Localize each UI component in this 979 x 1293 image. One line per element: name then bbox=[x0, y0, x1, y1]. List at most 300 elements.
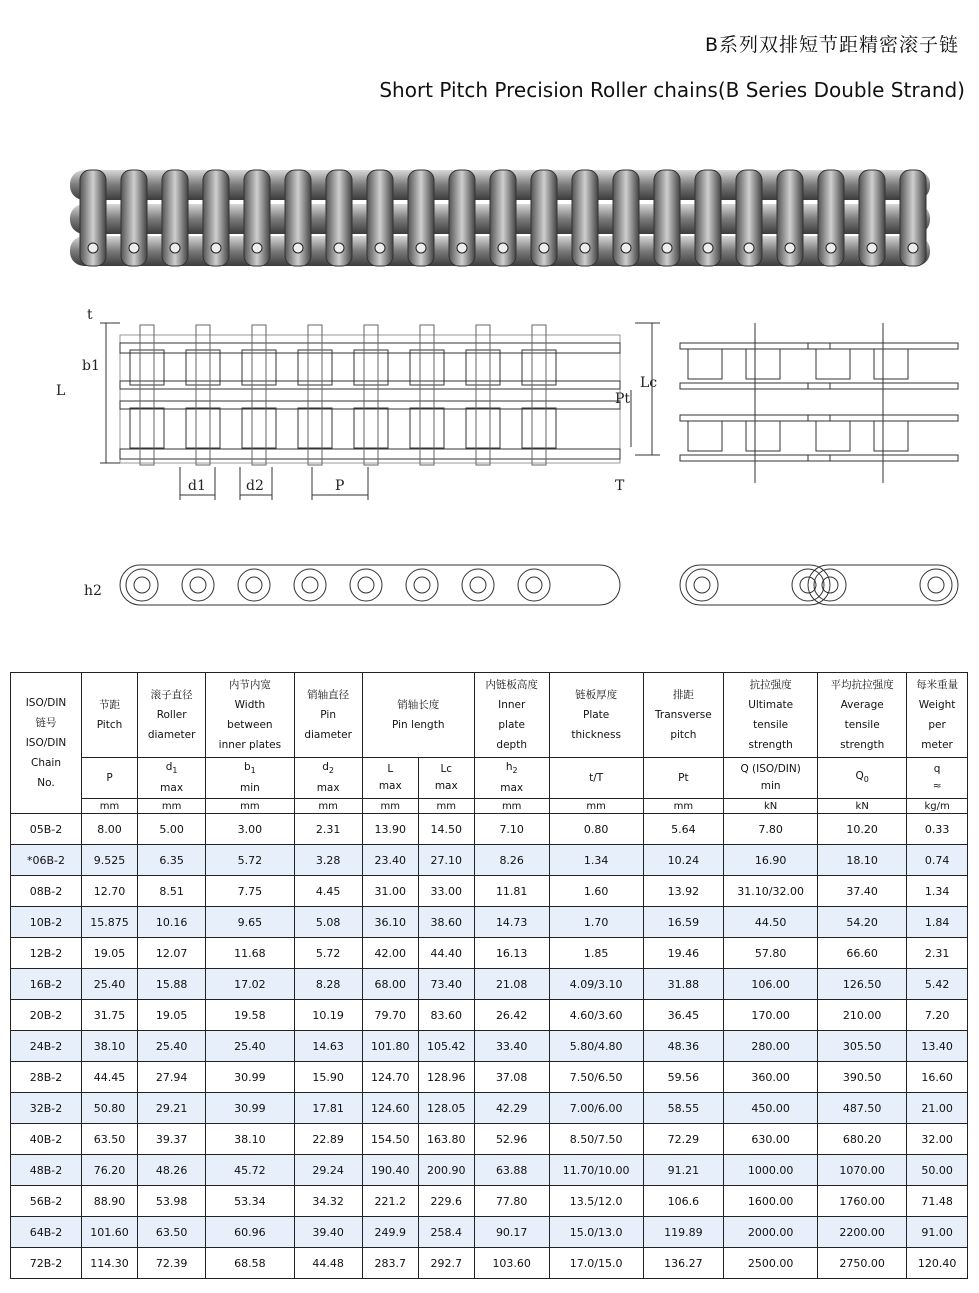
value-cell: 4.45 bbox=[294, 876, 362, 907]
chain-number-cell: 10B-2 bbox=[11, 907, 82, 938]
symbol-note: max bbox=[378, 780, 402, 792]
header-line: Weight bbox=[918, 699, 956, 711]
value-cell: 1.84 bbox=[907, 907, 968, 938]
title-english: Short Pitch Precision Roller chains(B Series Double Strand) bbox=[379, 78, 965, 102]
value-cell: 22.89 bbox=[294, 1124, 362, 1155]
value-cell: 45.72 bbox=[206, 1155, 294, 1186]
label-d1: d1 bbox=[188, 478, 206, 494]
value-cell: 200.90 bbox=[418, 1155, 474, 1186]
value-cell: 53.98 bbox=[137, 1186, 205, 1217]
unit-cell: mm bbox=[137, 799, 205, 814]
symbol: P bbox=[106, 771, 113, 784]
value-cell: 76.20 bbox=[82, 1155, 138, 1186]
value-cell: 83.60 bbox=[418, 1000, 474, 1031]
symbol-cell bbox=[362, 758, 418, 799]
value-cell: 1.85 bbox=[549, 938, 643, 969]
symbol-cell bbox=[818, 758, 907, 799]
value-cell: 17.81 bbox=[294, 1093, 362, 1124]
value-cell: 32.00 bbox=[907, 1124, 968, 1155]
value-cell: 10.19 bbox=[294, 1000, 362, 1031]
label-Pt: Pt bbox=[615, 391, 631, 407]
symbol: b bbox=[244, 761, 251, 774]
value-cell: 57.80 bbox=[724, 938, 818, 969]
value-cell: 34.32 bbox=[294, 1186, 362, 1217]
unit-cell: kN bbox=[818, 799, 907, 814]
unit-cell: mm bbox=[643, 799, 724, 814]
chain-number-cell: 24B-2 bbox=[11, 1031, 82, 1062]
value-cell: 4.09/3.10 bbox=[549, 969, 643, 1000]
value-cell: 30.99 bbox=[206, 1062, 294, 1093]
chain-number-cell: 05B-2 bbox=[11, 814, 82, 845]
table-row bbox=[11, 876, 968, 907]
value-cell: 190.40 bbox=[362, 1155, 418, 1186]
header-cell bbox=[643, 673, 724, 758]
value-cell: 27.94 bbox=[137, 1062, 205, 1093]
value-cell: 68.58 bbox=[206, 1248, 294, 1279]
value-cell: 13.40 bbox=[907, 1031, 968, 1062]
value-cell: 11.68 bbox=[206, 938, 294, 969]
value-cell: 305.50 bbox=[818, 1031, 907, 1062]
value-cell: 103.60 bbox=[474, 1248, 549, 1279]
value-cell: 5.42 bbox=[907, 969, 968, 1000]
value-cell: 8.00 bbox=[82, 814, 138, 845]
header-line: Roller bbox=[156, 709, 187, 721]
header-line: Average bbox=[840, 699, 884, 711]
value-cell: 1.70 bbox=[549, 907, 643, 938]
value-cell: 2.31 bbox=[907, 938, 968, 969]
value-cell: 163.80 bbox=[418, 1124, 474, 1155]
header-line: Ultimate bbox=[748, 699, 794, 711]
chain-number-cell: 08B-2 bbox=[11, 876, 82, 907]
value-cell: 19.05 bbox=[137, 1000, 205, 1031]
value-cell: 42.00 bbox=[362, 938, 418, 969]
value-cell: 10.16 bbox=[137, 907, 205, 938]
value-cell: 16.13 bbox=[474, 938, 549, 969]
value-cell: 7.50/6.50 bbox=[549, 1062, 643, 1093]
value-cell: 31.00 bbox=[362, 876, 418, 907]
value-cell: 1.60 bbox=[549, 876, 643, 907]
value-cell: 50.00 bbox=[907, 1155, 968, 1186]
value-cell: 88.90 bbox=[82, 1186, 138, 1217]
title-chinese: B系列双排短节距精密滚子链 bbox=[704, 34, 959, 56]
header-line: thickness bbox=[571, 729, 621, 741]
value-cell: 3.28 bbox=[294, 845, 362, 876]
value-cell: 60.96 bbox=[206, 1217, 294, 1248]
unit-cell: mm bbox=[82, 799, 138, 814]
symbol-subscript: 2 bbox=[328, 766, 335, 776]
symbol-note: max bbox=[500, 781, 524, 794]
header-line: Inner bbox=[498, 699, 526, 711]
value-cell: 50.80 bbox=[82, 1093, 138, 1124]
chain-number-cell: 48B-2 bbox=[11, 1155, 82, 1186]
value-cell: 23.40 bbox=[362, 845, 418, 876]
chain-photo bbox=[70, 162, 940, 272]
value-cell: 15.88 bbox=[137, 969, 205, 1000]
value-cell: 44.48 bbox=[294, 1248, 362, 1279]
header-line: 排距 bbox=[672, 689, 694, 701]
symbol-cell bbox=[137, 758, 205, 799]
value-cell: 105.42 bbox=[418, 1031, 474, 1062]
header-line: 链板厚度 bbox=[575, 689, 618, 701]
unit-cell: mm bbox=[362, 799, 418, 814]
value-cell: 7.75 bbox=[206, 876, 294, 907]
chain-number-cell: 72B-2 bbox=[11, 1248, 82, 1279]
value-cell: 360.00 bbox=[724, 1062, 818, 1093]
symbol: Lc bbox=[440, 763, 453, 775]
value-cell: 1070.00 bbox=[818, 1155, 907, 1186]
chain-number-cell: *06B-2 bbox=[11, 845, 82, 876]
symbol: q bbox=[933, 763, 941, 775]
value-cell: 12.70 bbox=[82, 876, 138, 907]
value-cell: 280.00 bbox=[724, 1031, 818, 1062]
value-cell: 71.48 bbox=[907, 1186, 968, 1217]
header-line: Transverse bbox=[655, 709, 712, 721]
table-row bbox=[11, 845, 968, 876]
chain-number-cell: 28B-2 bbox=[11, 1062, 82, 1093]
value-cell: 9.65 bbox=[206, 907, 294, 938]
value-cell: 29.24 bbox=[294, 1155, 362, 1186]
value-cell: 38.60 bbox=[418, 907, 474, 938]
value-cell: 170.00 bbox=[724, 1000, 818, 1031]
header-line: diameter bbox=[304, 729, 352, 741]
value-cell: 1.34 bbox=[907, 876, 968, 907]
table-row bbox=[11, 938, 968, 969]
value-cell: 31.88 bbox=[643, 969, 724, 1000]
table-row bbox=[11, 1248, 968, 1279]
value-cell: 13.92 bbox=[643, 876, 724, 907]
value-cell: 5.72 bbox=[206, 845, 294, 876]
value-cell: 11.70/10.00 bbox=[549, 1155, 643, 1186]
label-T: T bbox=[615, 478, 625, 494]
value-cell: 13.5/12.0 bbox=[549, 1186, 643, 1217]
header-cell bbox=[474, 673, 549, 758]
symbol-cell bbox=[549, 758, 643, 799]
symbol-subscript: 1 bbox=[172, 766, 178, 776]
header-line: 抗拉强度 bbox=[749, 679, 792, 691]
header-line: 销轴直径 bbox=[307, 689, 350, 701]
value-cell: 1000.00 bbox=[724, 1155, 818, 1186]
header-line: depth bbox=[496, 739, 527, 751]
value-cell: 3.00 bbox=[206, 814, 294, 845]
value-cell: 72.29 bbox=[643, 1124, 724, 1155]
value-cell: 283.7 bbox=[362, 1248, 418, 1279]
value-cell: 39.37 bbox=[137, 1124, 205, 1155]
symbol: d bbox=[165, 761, 173, 774]
symbol: h bbox=[505, 761, 513, 774]
value-cell: 5.64 bbox=[643, 814, 724, 845]
unit-cell: mm bbox=[549, 799, 643, 814]
chain-number-cell: 64B-2 bbox=[11, 1217, 82, 1248]
symbol-note: min bbox=[239, 781, 260, 794]
value-cell: 12.07 bbox=[137, 938, 205, 969]
table-row bbox=[11, 1155, 968, 1186]
value-cell: 16.59 bbox=[643, 907, 724, 938]
value-cell: 124.70 bbox=[362, 1062, 418, 1093]
unit-cell: mm bbox=[418, 799, 474, 814]
value-cell: 1600.00 bbox=[724, 1186, 818, 1217]
symbol-cell bbox=[643, 758, 724, 799]
value-cell: 79.70 bbox=[362, 1000, 418, 1031]
header-line: tensile bbox=[844, 719, 880, 731]
value-cell: 124.60 bbox=[362, 1093, 418, 1124]
table-row bbox=[11, 1000, 968, 1031]
value-cell: 90.17 bbox=[474, 1217, 549, 1248]
label-d2: d2 bbox=[246, 478, 264, 494]
value-cell: 8.26 bbox=[474, 845, 549, 876]
value-cell: 5.72 bbox=[294, 938, 362, 969]
value-cell: 21.08 bbox=[474, 969, 549, 1000]
header-line: between bbox=[227, 719, 273, 731]
header-line: Plate bbox=[583, 709, 610, 721]
value-cell: 53.34 bbox=[206, 1186, 294, 1217]
value-cell: 101.80 bbox=[362, 1031, 418, 1062]
table-row bbox=[11, 969, 968, 1000]
symbol: L bbox=[387, 763, 394, 775]
value-cell: 25.40 bbox=[206, 1031, 294, 1062]
value-cell: 2750.00 bbox=[818, 1248, 907, 1279]
value-cell: 101.60 bbox=[82, 1217, 138, 1248]
value-cell: 5.08 bbox=[294, 907, 362, 938]
header-line: ISO/DIN bbox=[25, 697, 67, 709]
symbol: Pt bbox=[678, 771, 689, 784]
header-line: 链号 bbox=[35, 717, 57, 729]
chain-number-cell: 56B-2 bbox=[11, 1186, 82, 1217]
value-cell: 68.00 bbox=[362, 969, 418, 1000]
value-cell: 4.60/3.60 bbox=[549, 1000, 643, 1031]
symbol-cell bbox=[474, 758, 549, 799]
header-cell bbox=[11, 673, 82, 814]
value-cell: 33.00 bbox=[418, 876, 474, 907]
value-cell: 126.50 bbox=[818, 969, 907, 1000]
symbol-note: ≈ bbox=[932, 780, 942, 792]
value-cell: 33.40 bbox=[474, 1031, 549, 1062]
value-cell: 58.55 bbox=[643, 1093, 724, 1124]
value-cell: 91.21 bbox=[643, 1155, 724, 1186]
value-cell: 39.40 bbox=[294, 1217, 362, 1248]
value-cell: 119.89 bbox=[643, 1217, 724, 1248]
value-cell: 48.26 bbox=[137, 1155, 205, 1186]
value-cell: 106.6 bbox=[643, 1186, 724, 1217]
value-cell: 37.40 bbox=[818, 876, 907, 907]
header-line: Pin length bbox=[392, 719, 445, 731]
label-P: P bbox=[335, 478, 345, 494]
header-cell bbox=[137, 673, 205, 758]
table-row bbox=[11, 1186, 968, 1217]
table-row bbox=[11, 814, 968, 845]
value-cell: 0.74 bbox=[907, 845, 968, 876]
header-cell bbox=[549, 673, 643, 758]
value-cell: 72.39 bbox=[137, 1248, 205, 1279]
symbol-note: max bbox=[160, 781, 184, 794]
header-line: Pitch bbox=[96, 719, 123, 731]
table-row bbox=[11, 1062, 968, 1093]
symbol-cell bbox=[294, 758, 362, 799]
value-cell: 44.40 bbox=[418, 938, 474, 969]
label-h2: h2 bbox=[84, 583, 102, 599]
header-line: 销轴长度 bbox=[397, 699, 440, 711]
value-cell: 38.10 bbox=[206, 1124, 294, 1155]
table-row bbox=[11, 907, 968, 938]
symbol-subscript: 2 bbox=[512, 766, 518, 776]
value-cell: 42.29 bbox=[474, 1093, 549, 1124]
header-line: pitch bbox=[670, 729, 697, 741]
value-cell: 680.20 bbox=[818, 1124, 907, 1155]
value-cell: 154.50 bbox=[362, 1124, 418, 1155]
value-cell: 114.30 bbox=[82, 1248, 138, 1279]
value-cell: 6.35 bbox=[137, 845, 205, 876]
value-cell: 66.60 bbox=[818, 938, 907, 969]
value-cell: 48.36 bbox=[643, 1031, 724, 1062]
value-cell: 8.51 bbox=[137, 876, 205, 907]
value-cell: 13.90 bbox=[362, 814, 418, 845]
table-row bbox=[11, 1031, 968, 1062]
value-cell: 7.00/6.00 bbox=[549, 1093, 643, 1124]
value-cell: 27.10 bbox=[418, 845, 474, 876]
symbol-subscript: 0 bbox=[863, 775, 869, 785]
value-cell: 229.6 bbox=[418, 1186, 474, 1217]
header-line: strength bbox=[840, 739, 885, 751]
value-cell: 5.80/4.80 bbox=[549, 1031, 643, 1062]
value-cell: 31.10/32.00 bbox=[724, 876, 818, 907]
label-L: L bbox=[56, 383, 66, 399]
unit-cell: mm bbox=[294, 799, 362, 814]
value-cell: 29.21 bbox=[137, 1093, 205, 1124]
unit-cell: kg/m bbox=[907, 799, 968, 814]
header-line: 节距 bbox=[98, 699, 120, 711]
value-cell: 128.96 bbox=[418, 1062, 474, 1093]
symbol-note: max bbox=[434, 780, 458, 792]
table-row bbox=[11, 1217, 968, 1248]
value-cell: 77.80 bbox=[474, 1186, 549, 1217]
value-cell: 14.63 bbox=[294, 1031, 362, 1062]
value-cell: 128.05 bbox=[418, 1093, 474, 1124]
value-cell: 52.96 bbox=[474, 1124, 549, 1155]
value-cell: 14.73 bbox=[474, 907, 549, 938]
chain-number-cell: 16B-2 bbox=[11, 969, 82, 1000]
header-cell bbox=[82, 673, 138, 758]
value-cell: 14.50 bbox=[418, 814, 474, 845]
value-cell: 292.7 bbox=[418, 1248, 474, 1279]
value-cell: 19.58 bbox=[206, 1000, 294, 1031]
header-cell bbox=[724, 673, 818, 758]
value-cell: 37.08 bbox=[474, 1062, 549, 1093]
value-cell: 7.80 bbox=[724, 814, 818, 845]
value-cell: 10.20 bbox=[818, 814, 907, 845]
value-cell: 106.00 bbox=[724, 969, 818, 1000]
header-line: 滚子直径 bbox=[150, 689, 193, 701]
header-line: 内链板高度 bbox=[485, 679, 538, 691]
header-line: inner plates bbox=[218, 739, 282, 751]
unit-cell: mm bbox=[474, 799, 549, 814]
value-cell: 1760.00 bbox=[818, 1186, 907, 1217]
value-cell: 17.02 bbox=[206, 969, 294, 1000]
header-line: plate bbox=[498, 719, 525, 731]
value-cell: 2000.00 bbox=[724, 1217, 818, 1248]
header-line: Chain bbox=[31, 757, 61, 769]
value-cell: 19.05 bbox=[82, 938, 138, 969]
value-cell: 63.88 bbox=[474, 1155, 549, 1186]
value-cell: 136.27 bbox=[643, 1248, 724, 1279]
value-cell: 0.80 bbox=[549, 814, 643, 845]
value-cell: 630.00 bbox=[724, 1124, 818, 1155]
table-row bbox=[11, 1093, 968, 1124]
value-cell: 1.34 bbox=[549, 845, 643, 876]
unit-cell: mm bbox=[206, 799, 294, 814]
chain-number-cell: 20B-2 bbox=[11, 1000, 82, 1031]
value-cell: 15.0/13.0 bbox=[549, 1217, 643, 1248]
value-cell: 8.28 bbox=[294, 969, 362, 1000]
value-cell: 36.10 bbox=[362, 907, 418, 938]
symbol-subscript: 1 bbox=[250, 766, 256, 776]
value-cell: 25.40 bbox=[137, 1031, 205, 1062]
value-cell: 16.60 bbox=[907, 1062, 968, 1093]
value-cell: 221.2 bbox=[362, 1186, 418, 1217]
value-cell: 44.50 bbox=[724, 907, 818, 938]
chain-number-cell: 12B-2 bbox=[11, 938, 82, 969]
symbol-cell bbox=[82, 758, 138, 799]
value-cell: 36.45 bbox=[643, 1000, 724, 1031]
header-cell bbox=[362, 673, 474, 758]
value-cell: 9.525 bbox=[82, 845, 138, 876]
value-cell: 15.90 bbox=[294, 1062, 362, 1093]
value-cell: 21.00 bbox=[907, 1093, 968, 1124]
value-cell: 7.20 bbox=[907, 1000, 968, 1031]
header-line: No. bbox=[37, 777, 55, 789]
header-line: ISO/DIN bbox=[25, 737, 67, 749]
value-cell: 26.42 bbox=[474, 1000, 549, 1031]
value-cell: 210.00 bbox=[818, 1000, 907, 1031]
value-cell: 11.81 bbox=[474, 876, 549, 907]
value-cell: 63.50 bbox=[137, 1217, 205, 1248]
symbol-note: min bbox=[760, 780, 781, 792]
label-Lc: Lc bbox=[640, 375, 658, 391]
header-line: 每米重量 bbox=[916, 679, 959, 691]
value-cell: 120.40 bbox=[907, 1248, 968, 1279]
header-cell bbox=[294, 673, 362, 758]
chain-number-cell: 40B-2 bbox=[11, 1124, 82, 1155]
symbol-cell bbox=[418, 758, 474, 799]
value-cell: 450.00 bbox=[724, 1093, 818, 1124]
value-cell: 16.90 bbox=[724, 845, 818, 876]
value-cell: 25.40 bbox=[82, 969, 138, 1000]
header-cell bbox=[907, 673, 968, 758]
value-cell: 31.75 bbox=[82, 1000, 138, 1031]
value-cell: 18.10 bbox=[818, 845, 907, 876]
value-cell: 63.50 bbox=[82, 1124, 138, 1155]
symbol-note: max bbox=[316, 781, 340, 794]
header-line: tensile bbox=[753, 719, 789, 731]
symbol-cell bbox=[907, 758, 968, 799]
symbol: d bbox=[322, 761, 329, 774]
header-line: per bbox=[928, 719, 946, 731]
header-line: strength bbox=[748, 739, 793, 751]
header-line: meter bbox=[921, 739, 953, 751]
value-cell: 59.56 bbox=[643, 1062, 724, 1093]
symbol-cell bbox=[724, 758, 818, 799]
unit-cell: kN bbox=[724, 799, 818, 814]
header-cell bbox=[206, 673, 294, 758]
chain-number-cell: 32B-2 bbox=[11, 1093, 82, 1124]
header-cell bbox=[818, 673, 907, 758]
value-cell: 38.10 bbox=[82, 1031, 138, 1062]
header-line: diameter bbox=[147, 729, 196, 741]
symbol: Q (ISO/DIN) bbox=[740, 763, 801, 775]
value-cell: 0.33 bbox=[907, 814, 968, 845]
symbol: t/T bbox=[589, 771, 604, 784]
value-cell: 73.40 bbox=[418, 969, 474, 1000]
value-cell: 5.00 bbox=[137, 814, 205, 845]
spec-table bbox=[10, 672, 968, 1279]
